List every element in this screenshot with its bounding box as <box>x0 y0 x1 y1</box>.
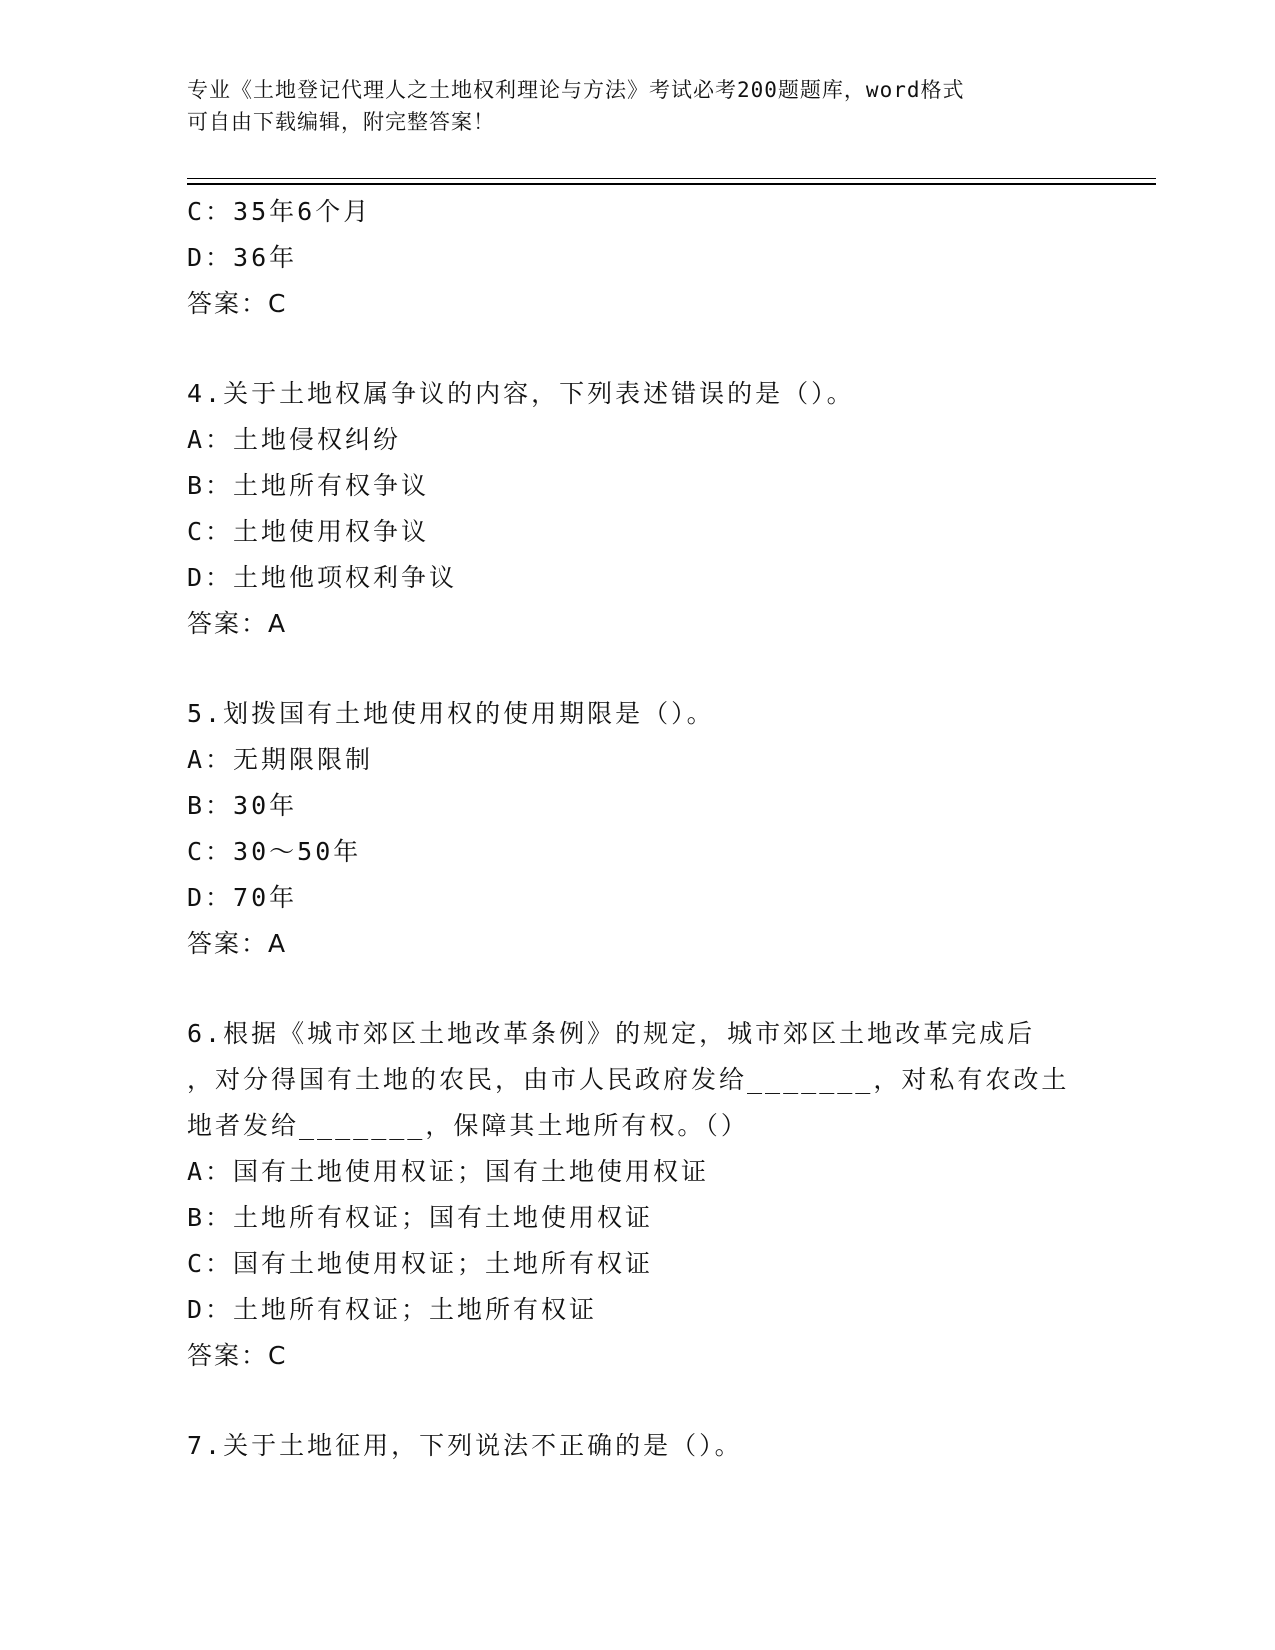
question-7 <box>187 1423 1127 1469</box>
answer-line: 答案：A <box>187 609 288 638</box>
option-b: B：30年 <box>187 791 298 820</box>
question-stem: 4.关于土地权属争议的内容，下列表述错误的是（）。 <box>187 379 855 408</box>
header-line-2: 可自由下载编辑，附完整答案！ <box>187 110 495 134</box>
option-d: D：36年 <box>187 243 298 272</box>
answer-line: 答案：C <box>187 1341 288 1370</box>
question-5 <box>187 691 1127 967</box>
option-a: A：国有土地使用权证；国有土地使用权证 <box>187 1157 710 1186</box>
option-a: A：无期限限制 <box>187 745 374 774</box>
question-stem-line-3: 地者发给_______，保障其土地所有权。（） <box>187 1111 749 1140</box>
document-header <box>187 74 1087 138</box>
question-list <box>187 189 1127 1469</box>
option-b: B：土地所有权证；国有土地使用权证 <box>187 1203 654 1232</box>
question-stem-line-1: 6.根据《城市郊区土地改革条例》的规定，城市郊区土地改革完成后 <box>187 1019 1036 1048</box>
option-d: D：70年 <box>187 883 298 912</box>
answer-line: 答案：A <box>187 929 288 958</box>
header-rule-thick <box>187 183 1156 185</box>
option-d: D：土地他项权利争议 <box>187 563 458 592</box>
question-4 <box>187 371 1127 647</box>
prev-question <box>187 189 1127 327</box>
question-stem: 7.关于土地征用，下列说法不正确的是（）。 <box>187 1431 743 1460</box>
header-rule-thin <box>187 178 1156 179</box>
question-6 <box>187 1011 1127 1379</box>
question-stem: 5.划拨国有土地使用权的使用期限是（）。 <box>187 699 715 728</box>
header-line-1: 专业《土地登记代理人之土地权利理论与方法》考试必考200题题库，word格式 <box>187 78 965 102</box>
answer-line: 答案：C <box>187 289 288 318</box>
option-c: C：30～50年 <box>187 837 362 866</box>
option-c: C：国有土地使用权证；土地所有权证 <box>187 1249 654 1278</box>
option-c: C：35年6个月 <box>187 197 372 226</box>
option-a: A：土地侵权纠纷 <box>187 425 402 454</box>
option-d: D：土地所有权证；土地所有权证 <box>187 1295 598 1324</box>
option-c: C：土地使用权争议 <box>187 517 430 546</box>
option-b: B：土地所有权争议 <box>187 471 430 500</box>
question-stem-line-2: ，对分得国有土地的农民，由市人民政府发给_______，对私有农改土 <box>187 1065 1070 1094</box>
